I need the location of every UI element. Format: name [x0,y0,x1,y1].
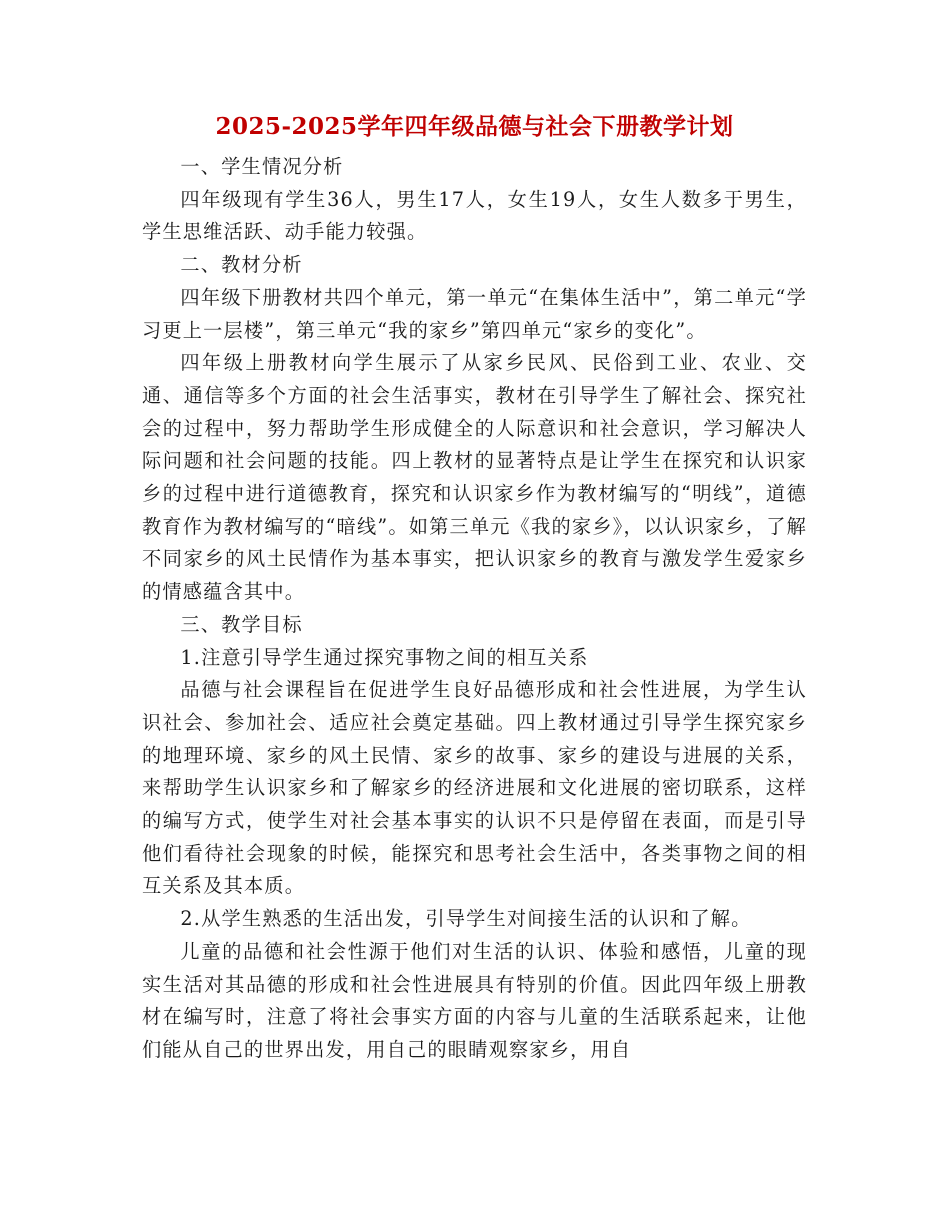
goal-1-heading: 1.注意引导学生通过探究事物之间的相互关系 [180,645,589,669]
goal-1-paragraph: 品德与社会课程旨在促进学生良好品德形成和社会性进展，为学生认识社会、参加社会、适应社会奠定基础。四上教材通过引导学生探究家乡的地理环境、家乡的风土民情、家乡的故事、家乡的建设与进展的关系，来帮助学生认识家乡和了解家乡的经济进展和文化进展的密切联系，这样的编写方式，使学生对社会基本事实的认识不只是停留在表面，而是引导他们看待社会现象的时候，能探究和思考社会生活中，各类事物之间的相互关系及其本质。 [142,678,807,898]
student-analysis-paragraph: 四年级现有学生36人，男生17人，女生19人，女生人数多于男生，学生思维活跃、动手能力较强。 [142,187,807,244]
textbook-units-paragraph: 四年级下册教材共四个单元，第一单元“在集体生活中”，第二单元“学习更上一层楼”，第三单元“我的家乡”第四单元“家乡的变化”。 [142,285,807,342]
section-heading-student-analysis: 一、学生情况分析 [180,155,344,178]
document-page [142,110,807,1067]
textbook-features-paragraph: 四年级上册教材向学生展示了从家乡民风、民俗到工业、农业、交通、通信等多个方面的社会生活事实，教材在引导学生了解社会、探究社会的过程中，努力帮助学生形成健全的人际意识和社会意识，学习解决人际问题和社会问题的技能。四上教材的显著特点是让学生在探究和认识家乡的过程中进行道德教育，探究和认识家乡作为教材编写的“明线”，道德教育作为教材编写的“暗线”。如第三单元《我的家乡》，以认识家乡，了解不同家乡的风土民情作为基本事实，把认识家乡的教育与激发学生爱家乡的情感蕴含其中。 [142,351,807,604]
goal-2-heading: 2.从学生熟悉的生活出发，引导学生对间接生活的认识和了解。 [180,907,752,931]
section-heading-textbook-analysis: 二、教材分析 [180,253,303,277]
goal-2-paragraph: 儿童的品德和社会性源于他们对生活的认识、体验和感悟，儿童的现实生活对其品德的形成和社会性进展具有特别的价值。因此四年级上册教材在编写时，注意了将社会事实方面的内容与儿童的生活联系起来，让他们能从自己的世界出发，用自己的眼睛观察家乡，用自 [142,939,807,1061]
document-title: 2025-2025学年四年级品德与社会下册教学计划 [215,113,734,140]
section-heading-teaching-goals: 三、教学目标 [180,612,303,636]
